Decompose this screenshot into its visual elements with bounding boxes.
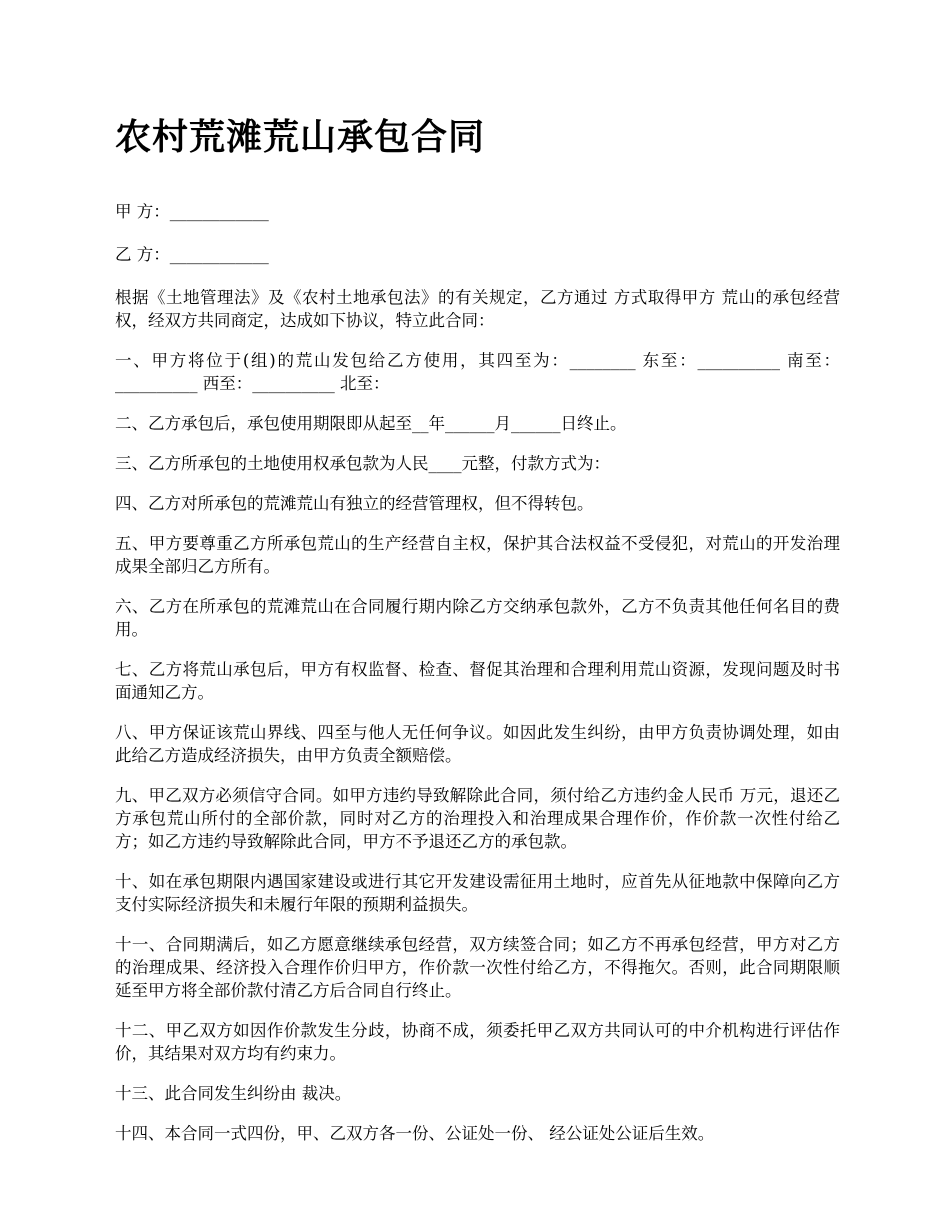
document-title: 农村荒滩荒山承包合同 xyxy=(115,116,486,158)
clause-11: 十一、合同期满后，如乙方愿意继续承包经营，双方续签合同；如乙方不再承包经营，甲方对乙方的治理成果、经济投入合理作价归甲方，作价款一次性付给乙方，不得拖欠。否则，此合同期限顺延至甲方将全部价款付清乙方后合同自行终止。 xyxy=(115,935,840,1000)
clause-4: 四、乙方对所承包的荒滩荒山有独立的经营管理权，但不得转包。 xyxy=(115,494,594,513)
party-b-line: 乙 方：____________ xyxy=(115,245,269,264)
clause-13: 十三、此合同发生纠纷由 裁决。 xyxy=(115,1084,352,1103)
intro-paragraph: 根据《土地管理法》及《农村土地承包法》的有关规定，乙方通过 方式取得甲方 荒山的承包经营权，经双方共同商定，达成如下协议，特立此合同： xyxy=(115,288,840,330)
clause-14: 十四、本合同一式四份，甲、乙双方各一份、公证处一份、 经公证处公证后生效。 xyxy=(115,1124,715,1143)
clause-2: 二、乙方承包后，承包使用期限即从起至__年______月______日终止。 xyxy=(115,414,627,433)
party-a-line: 甲 方：____________ xyxy=(115,202,269,221)
clause-3: 三、乙方所承包的土地使用权承包款为人民____元整，付款方式为： xyxy=(115,454,610,473)
clause-7: 七、乙方将荒山承包后，甲方有权监督、检查、督促其治理和合理利用荒山资源，发现问题及时书面通知乙方。 xyxy=(115,660,840,702)
clause-5: 五、甲方要尊重乙方所承包荒山的生产经营自主权，保护其合法权益不受侵犯，对荒山的开发治理成果全部归乙方所有。 xyxy=(115,534,840,576)
clause-8: 八、甲方保证该荒山界线、四至与他人无任何争议。如因此发生纠纷，由甲方负责协调处理，如由此给乙方造成经济损失，由甲方负责全额赔偿。 xyxy=(115,723,840,765)
clause-1: 一、甲方将位于(组)的荒山发包给乙方使用，其四至为：________ 东至：__________ 南至：__________ 西至：__________ 北至： xyxy=(115,351,840,393)
clause-6: 六、乙方在所承包的荒滩荒山在合同履行期内除乙方交纳承包款外，乙方不负责其他任何名目的费用。 xyxy=(115,597,840,639)
clause-12: 十二、甲乙双方如因作价款发生分歧，协商不成，须委托甲乙双方共同认可的中介机构进行评估作价，其结果对双方均有约束力。 xyxy=(115,1021,840,1063)
clause-9: 九、甲乙双方必须信守合同。如甲方违约导致解除此合同，须付给乙方违约金人民币 万元，退还乙方承包荒山所付的全部价款，同时对乙方的治理投入和治理成果合理作价，作价款一次性付给乙方；如乙方违约导致解除此合同，甲方不予退还乙方的承包款。 xyxy=(115,786,840,851)
clause-10: 十、如在承包期限内遇国家建设或进行其它开发建设需征用土地时，应首先从征地款中保障向乙方支付实际经济损失和未履行年限的预期利益损失。 xyxy=(115,872,840,914)
